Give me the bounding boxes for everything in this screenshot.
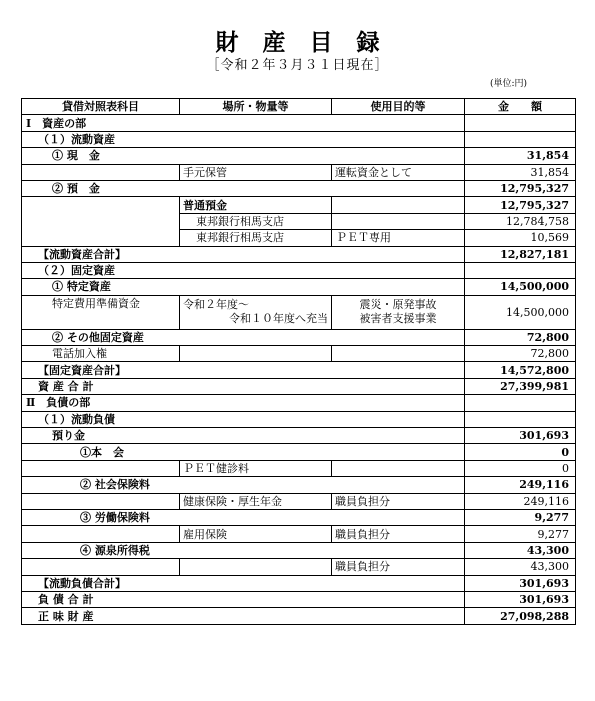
main-office-place: ＰＥＴ健診料 — [180, 460, 332, 476]
cash-label: ① 現 金 — [22, 148, 465, 164]
specific-assets-purpose — [332, 295, 465, 329]
deposits-received-row — [22, 428, 576, 444]
empty-cell — [465, 395, 576, 411]
specific-purpose-line1: 震災・原発事故 — [359, 298, 437, 312]
current-liabilities-total-label: 【流動負債合計】 — [22, 575, 465, 591]
as-of-date: ［令和２年３月３１日現在］ — [206, 58, 389, 73]
fixed-assets-heading — [22, 262, 576, 278]
deposit-branch1-row — [22, 213, 576, 229]
empty-cell — [332, 346, 465, 362]
empty-cell — [22, 559, 180, 575]
deposit-branch1: 東邦銀行相馬支店 — [180, 213, 332, 229]
net-assets-label: 正 味 財 産 — [22, 608, 465, 624]
empty-cell — [332, 213, 465, 229]
withholding-tax-total: 43,300 — [465, 542, 576, 558]
empty-cell — [465, 131, 576, 147]
deposit-total: 12,795,327 — [465, 180, 576, 196]
current-assets-total-label: 【流動資産合計】 — [22, 246, 465, 262]
liabilities-total: 301,693 — [465, 591, 576, 607]
current-liabilities-heading — [22, 411, 576, 427]
specific-assets-total: 14,500,000 — [465, 279, 576, 295]
cash-amount: 31,854 — [465, 164, 576, 180]
labor-insurance-label: ③ 労働保険料 — [22, 509, 465, 525]
assets-total: 27,399,981 — [465, 378, 576, 394]
specific-assets-detail-row — [22, 295, 576, 329]
section-assets-label: Ⅰ 資産の部 — [22, 115, 465, 131]
cash-detail-row — [22, 164, 576, 180]
empty-cell — [22, 164, 180, 180]
page-title: 財産目録 — [215, 29, 404, 56]
specific-assets-row — [22, 279, 576, 295]
deposit-amount1: 12,784,758 — [465, 213, 576, 229]
social-insurance-row — [22, 477, 576, 493]
withholding-tax-amount: 43,300 — [465, 559, 576, 575]
other-fixed-label: ② その他固定資産 — [22, 329, 465, 345]
empty-cell — [180, 559, 332, 575]
main-office-label: ①本 会 — [22, 444, 465, 460]
main-office-amount: 0 — [465, 460, 576, 476]
empty-cell — [465, 262, 576, 278]
specific-place-line2: 令和１０年度へ充当 — [229, 312, 328, 326]
empty-cell — [332, 460, 465, 476]
empty-cell — [180, 346, 332, 362]
specific-purpose-line2: 被害者支援事業 — [359, 312, 437, 326]
social-insurance-label: ② 社会保険料 — [22, 477, 465, 493]
section-liabilities — [22, 395, 576, 411]
labor-insurance-purpose: 職員負担分 — [332, 526, 465, 542]
withholding-tax-label: ④ 源泉所得税 — [22, 542, 465, 558]
specific-place-line1: 令和２年度～ — [183, 298, 249, 312]
deposit-branch2-row — [22, 230, 576, 246]
property-inventory-table — [21, 98, 576, 625]
social-insurance-amount: 249,116 — [465, 493, 576, 509]
liabilities-total-label: 負 債 合 計 — [22, 591, 465, 607]
empty-cell — [22, 460, 180, 476]
deposits-received-total: 301,693 — [465, 428, 576, 444]
current-assets-heading — [22, 131, 576, 147]
social-insurance-purpose: 職員負担分 — [332, 493, 465, 509]
ordinary-deposit-row — [22, 197, 576, 213]
current-assets-total: 12,827,181 — [465, 246, 576, 262]
deposit-amount2: 10,569 — [465, 230, 576, 246]
main-office-detail-row — [22, 460, 576, 476]
other-fixed-item: 電話加入権 — [22, 346, 180, 362]
deposit-branch2: 東邦銀行相馬支店 — [180, 230, 332, 246]
liabilities-total-row — [22, 591, 576, 607]
ordinary-deposit-total: 12,795,327 — [465, 197, 576, 213]
cash-place: 手元保管 — [180, 164, 332, 180]
empty-cell — [332, 197, 465, 213]
empty-cell — [465, 115, 576, 131]
specific-assets-label: ① 特定資産 — [22, 279, 465, 295]
labor-insurance-amount: 9,277 — [465, 526, 576, 542]
ordinary-deposit-label: 普通預金 — [180, 197, 332, 213]
withholding-tax-row — [22, 542, 576, 558]
specific-assets-amount: 14,500,000 — [465, 295, 576, 329]
empty-cell — [465, 411, 576, 427]
current-liabilities-total-row — [22, 575, 576, 591]
other-fixed-total: 72,800 — [465, 329, 576, 345]
labor-insurance-row — [22, 509, 576, 525]
other-fixed-amount: 72,800 — [465, 346, 576, 362]
cash-total: 31,854 — [465, 148, 576, 164]
current-assets-total-row — [22, 246, 576, 262]
fixed-assets-total-row — [22, 362, 576, 378]
assets-total-label: 資 産 合 計 — [22, 378, 465, 394]
empty-cell — [22, 230, 180, 246]
other-fixed-detail-row — [22, 346, 576, 362]
net-assets-row — [22, 608, 576, 624]
current-liabilities-label: （１）流動負債 — [22, 411, 465, 427]
deposit-purpose2: ＰＥＴ専用 — [332, 230, 465, 246]
net-assets-total: 27,098,288 — [465, 608, 576, 624]
main-office-total: 0 — [465, 444, 576, 460]
empty-cell — [22, 493, 180, 509]
deposit-label: ② 預 金 — [22, 180, 465, 196]
fixed-assets-total-label: 【固定資産合計】 — [22, 362, 465, 378]
cash-purpose: 運転資金として — [332, 164, 465, 180]
empty-cell — [22, 213, 180, 229]
labor-insurance-detail-row — [22, 526, 576, 542]
specific-assets-item: 特定費用準備資金 — [22, 295, 180, 329]
empty-cell — [22, 526, 180, 542]
withholding-tax-purpose: 職員負担分 — [332, 559, 465, 575]
other-fixed-row — [22, 329, 576, 345]
unit-label: (単位:円) — [490, 79, 528, 89]
main-office-row — [22, 444, 576, 460]
fixed-assets-label: （２）固定資産 — [22, 262, 465, 278]
specific-assets-place — [180, 295, 332, 329]
social-insurance-place: 健康保険・厚生年金 — [180, 493, 332, 509]
col-header-place: 場所・物量等 — [180, 99, 332, 115]
section-liabilities-label: Ⅱ 負債の部 — [22, 395, 465, 411]
labor-insurance-total: 9,277 — [465, 509, 576, 525]
social-insurance-detail-row — [22, 493, 576, 509]
withholding-tax-detail-row — [22, 559, 576, 575]
header-row — [22, 99, 576, 115]
deposits-received-label: 預り金 — [22, 428, 465, 444]
col-header-account: 貸借対照表科目 — [22, 99, 180, 115]
assets-total-row — [22, 378, 576, 394]
deposit-row — [22, 180, 576, 196]
current-assets-label: （１）流動資産 — [22, 131, 465, 147]
col-header-purpose: 使用目的等 — [332, 99, 465, 115]
empty-cell — [22, 197, 180, 213]
cash-row — [22, 148, 576, 164]
labor-insurance-place: 雇用保険 — [180, 526, 332, 542]
social-insurance-total: 249,116 — [465, 477, 576, 493]
current-liabilities-total: 301,693 — [465, 575, 576, 591]
section-assets — [22, 115, 576, 131]
fixed-assets-total: 14,572,800 — [465, 362, 576, 378]
col-header-amount: 金 額 — [465, 99, 576, 115]
